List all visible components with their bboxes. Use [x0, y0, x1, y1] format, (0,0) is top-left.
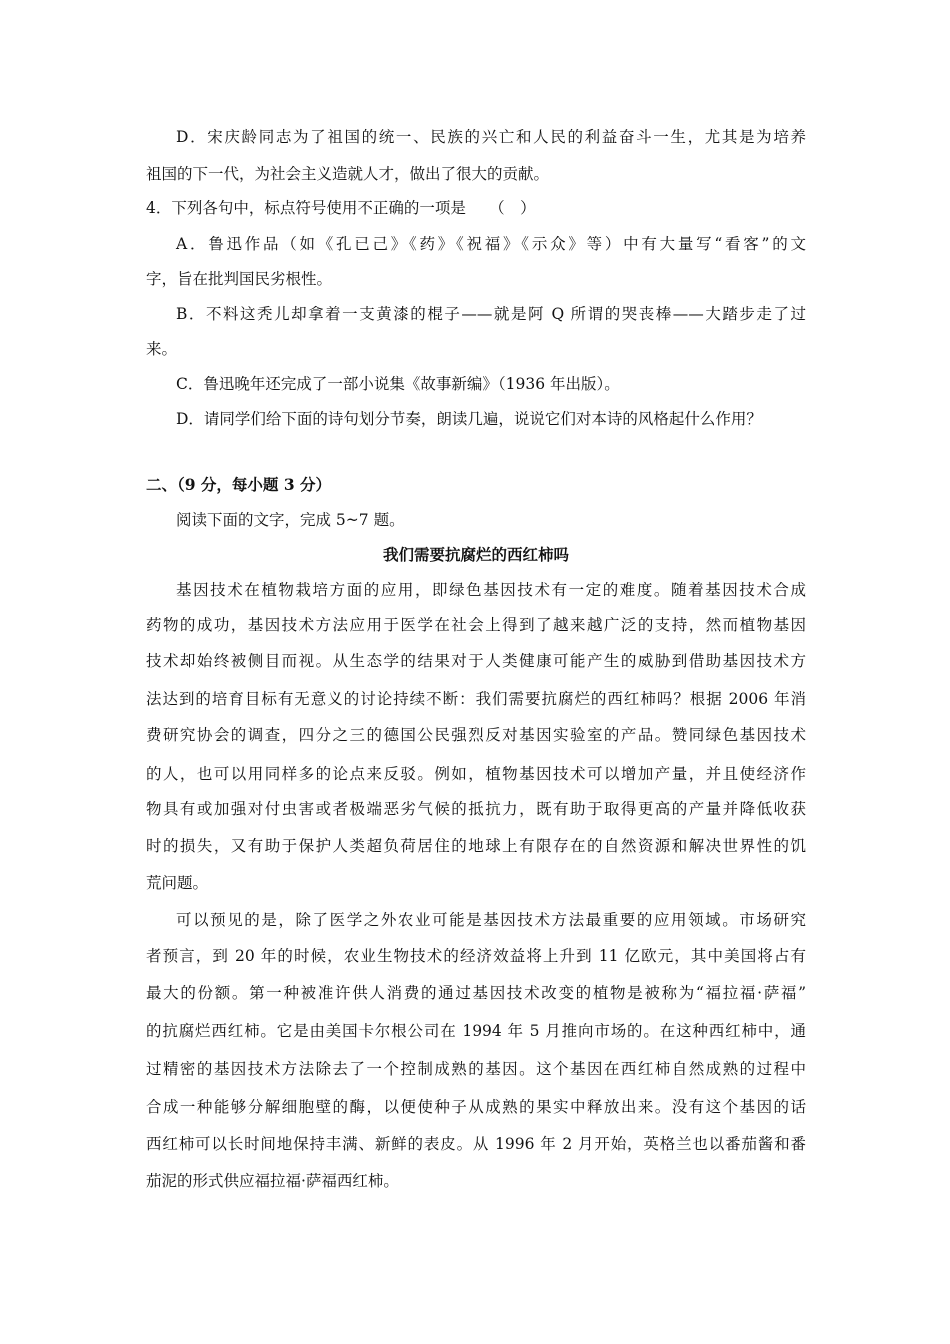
paragraph1-line: 法达到的培育目标有无意义的讨论持续不断：我们需要抗腐烂的西红柿吗？根据 2006 年消: [146, 690, 806, 708]
paragraph1-line: 时的损失，又有助于保护人类超负荷居住的地球上有限存在的自然资源和解决世界性的饥: [146, 837, 806, 855]
paragraph2-line: 的抗腐烂西红柿。它是由美国卡尔根公司在 1994 年 5 月推向市场的。在这种西红柿中，通: [146, 1022, 806, 1040]
paragraph2-line: 西红柿可以长时间地保持丰满、新鲜的表皮。从 1996 年 2 月开始，英格兰也以番茄酱和番: [146, 1135, 806, 1153]
paragraph1-line: 的人，也可以用同样多的论点来反驳。例如，植物基因技术可以增加产量，并且使经济作: [146, 765, 806, 783]
paragraph2-line: 可以预见的是，除了医学之外农业可能是基因技术方法最重要的应用领域。市场研究: [176, 911, 806, 929]
q4-option-a-line2: 字，旨在批判国民劣根性。: [146, 270, 333, 288]
paragraph2-line: 合成一种能够分解细胞壁的酶，以便使种子从成熟的果实中释放出来。没有这个基因的话: [146, 1098, 806, 1116]
q4-option-b-line1: B．不料这秃儿却拿着一支黄漆的棍子——就是阿 Q 所谓的哭丧棒——大踏步走了过: [176, 305, 806, 323]
q4-option-b-line2: 来。: [146, 340, 178, 358]
q3-option-d-line1: D．宋庆龄同志为了祖国的统一、民族的兴亡和人民的利益奋斗一生，尤其是为培养: [176, 128, 806, 146]
section2-instruction: 阅读下面的文字，完成 5~7 题。: [176, 511, 405, 529]
paragraph2-line: 最大的份额。第一种被准许供人消费的通过基因技术改变的植物是被称为“福拉福·萨福”: [146, 984, 806, 1002]
q4-option-a-line1: A．鲁迅作品（如《孔已己》《药》《祝福》《示众》等）中有大量写“看客”的文: [176, 235, 806, 253]
paragraph1-line: 药物的成功，基因技术方法应用于医学在社会上得到了越来越广泛的支持，然而植物基因: [146, 616, 806, 634]
paragraph2-line: 者预言，到 20 年的时候，农业生物技术的经济效益将上升到 11 亿欧元，其中美国将占有: [146, 947, 806, 965]
paragraph1-line: 费研究协会的调查，四分之三的德国公民强烈反对基因实验室的产品。赞同绿色基因技术: [146, 726, 806, 744]
section2-heading: 二、（9 分，每小题 3 分）: [146, 475, 332, 494]
q4-stem: 4．下列各句中，标点符号使用不正确的一项是 （ ）: [146, 199, 536, 217]
paragraph1-line: 物具有或加强对付虫害或者极端恶劣气候的抵抗力，既有助于取得更高的产量并降低收获: [146, 800, 806, 818]
paragraph2-line: 茄泥的形式供应福拉福·萨福西红柿。: [146, 1172, 399, 1190]
q4-option-c: C．鲁迅晚年还完成了一部小说集《故事新编》（1936 年出版）。: [176, 375, 620, 393]
paragraph2-line: 过精密的基因技术方法除去了一个控制成熟的基因。这个基因在西红柿自然成熟的过程中: [146, 1060, 806, 1078]
article-title: 我们需要抗腐烂的西红柿吗: [382, 545, 569, 564]
paragraph1-line: 技术却始终被侧目而视。从生态学的结果对于人类健康可能产生的威胁到借助基因技术方: [146, 652, 806, 670]
paragraph1-line: 荒问题。: [146, 874, 209, 892]
q3-option-d-line2: 祖国的下一代，为社会主义造就人才，做出了很大的贡献。: [146, 165, 550, 183]
q4-option-d: D．请同学们给下面的诗句划分节奏，朗读几遍，说说它们对本诗的风格起什么作用？: [176, 410, 762, 428]
paragraph1-line: 基因技术在植物栽培方面的应用，即绿色基因技术有一定的难度。随着基因技术合成: [176, 581, 806, 599]
